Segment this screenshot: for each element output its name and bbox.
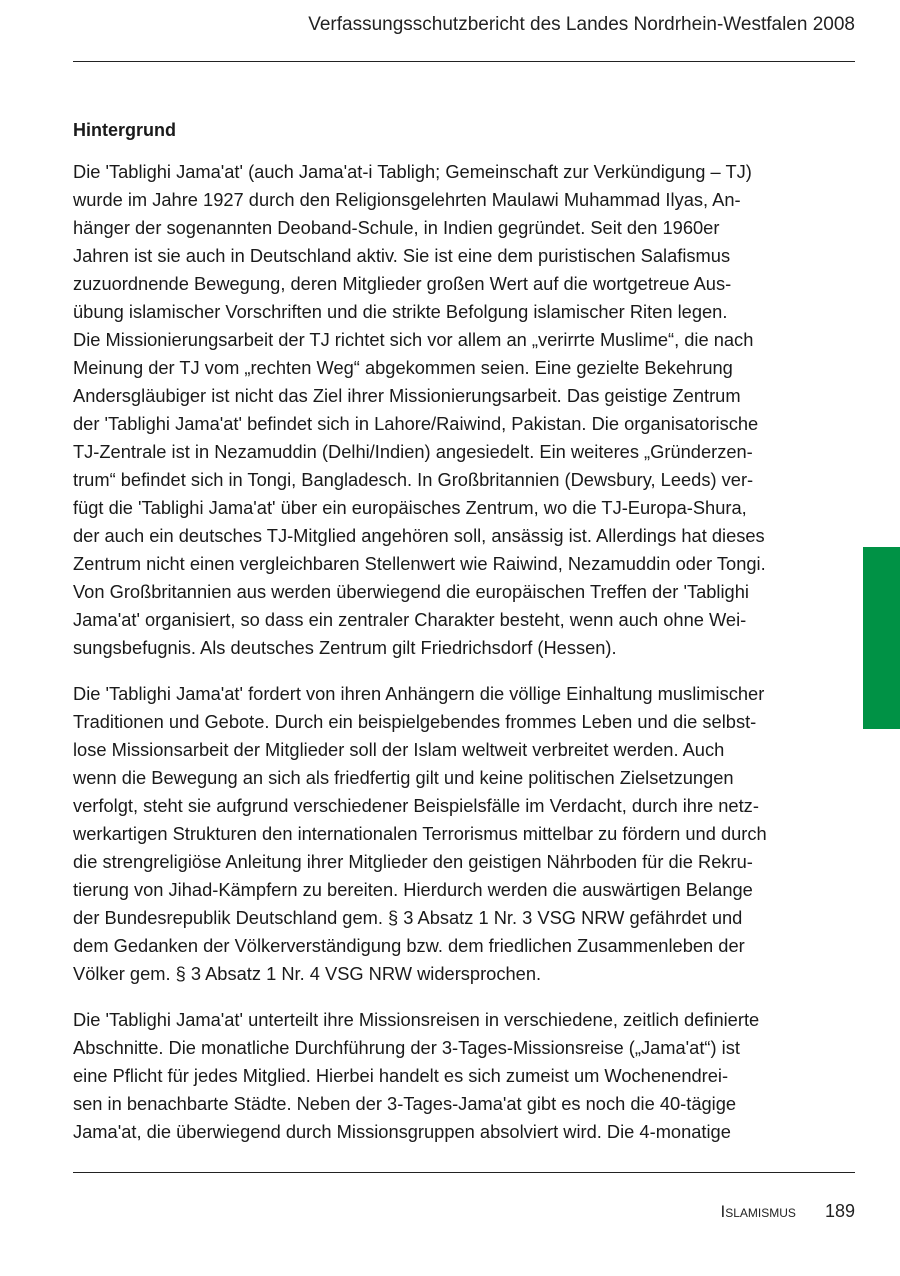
footer-rule — [73, 1172, 855, 1173]
footer-section-title: Islamismus — [720, 1202, 796, 1221]
page-number: 189 — [824, 1201, 855, 1221]
section-heading: Hintergrund — [73, 120, 176, 140]
paragraph-3: Die 'Tablighi Jama'at' unterteilt ihre Missionsreisen in verschiedene, zeitlich definierte Abschnitte. Die monatliche Durchführung der 3-Tages-Missionsreise („Jama'at“) ist eine Pflicht für jedes Mitglied. Hierbei handelt es sich zumeist um Wochenendrei- sen in benachbarte Städte. Neben der 3-Tages-Jama'at gibt es noch die 40-tägige Jama'at, die überwiegend durch Missionsgruppen absolviert wird. Die 4-monatige — [73, 1009, 760, 1142]
header-rule — [73, 61, 855, 62]
paragraph-1: Die 'Tablighi Jama'at' (auch Jama'at-i Tabligh; Gemeinschaft zur Verkündigung – TJ) wurde im Jahre 1927 durch den Religionsgelehrten Maulawi Muhammad Ilyas, An- hänger der sogenannten Deoband-Schule, in Indien gegründet. Seit den 1960er Jahren ist sie auch in Deutschland aktiv. Sie ist eine dem puristischen Salafismus zuzuordnende Bewegung, deren Mitglieder großen Wert auf die wortgetreue Aus- übung islamischer Vorschriften und die strikte Befolgung islamischer Riten legen. Die Missionierungsarbeit der TJ richtet sich vor allem an „verirrte Muslime“, die nach Meinung der TJ vom „rechten Weg“ abgekommen seien. Eine gezielte Bekehrung Andersgläubiger ist nicht das Ziel ihrer Missionierungsarbeit. Das geistige Zentrum der 'Tablighi Jama'at' befindet sich in Lahore/Raiwind, Pakistan. Die organisatorische TJ-Zentrale ist in Nezamuddin (Delhi/Indien) angesiedelt. Ein weiteres „Gründerzen- trum“ befindet sich in Tongi, Bangladesch. In Großbritannien (Dewsbury, Leeds) ver- fügt die 'Tablighi Jama'at' über ein europäisches Zentrum, wo die TJ-Europa-Shura, der auch ein deutsches TJ-Mitglied angehören soll, ansässig ist. Allerdings hat dieses Zentrum nicht einen vergleichbaren Stellenwert wie Raiwind, Nezamuddin oder Tongi. Von Großbritannien aus werden überwiegend die europäischen Treffen der 'Tablighi Jama'at' organisiert, so dass ein zentraler Charakter besteht, wenn auch ohne Wei- sungsbefugnis. Als deutsches Zentrum gilt Friedrichsdorf (Hessen). — [73, 161, 766, 658]
page-content — [73, 116, 813, 1164]
running-header: Verfassungsschutzbericht des Landes Nordrhein-Westfalen 2008 — [308, 14, 855, 35]
chapter-marker-tab — [863, 547, 900, 729]
page-footer — [721, 1198, 855, 1225]
paragraph-2: Die 'Tablighi Jama'at' fordert von ihren Anhängern die völlige Einhaltung muslimischer Traditionen und Gebote. Durch ein beispielgebendes frommes Leben und die selbst- lose Missionsarbeit der Mitglieder soll der Islam weltweit verbreitet werden. Auch wenn die Bewegung an sich als friedfertig gilt und keine politischen Zielsetzungen verfolgt, steht sie aufgrund verschiedener Beispielsfälle im Verdacht, durch ihre netz- werkartigen Strukturen den internationalen Terrorismus mittelbar zu fördern und durch die strengreligiöse Anleitung ihrer Mitglieder den geistigen Nährboden für die Rekru- tierung von Jihad-Kämpfern zu bereiten. Hierdurch werden die auswärtigen Belange der Bundesrepublik Deutschland gem. § 3 Absatz 1 Nr. 3 VSG NRW gefährdet und dem Gedanken der Völkerverständigung bzw. dem friedlichen Zusammenleben der Völker gem. § 3 Absatz 1 Nr. 4 VSG NRW widersprochen. — [73, 683, 767, 984]
